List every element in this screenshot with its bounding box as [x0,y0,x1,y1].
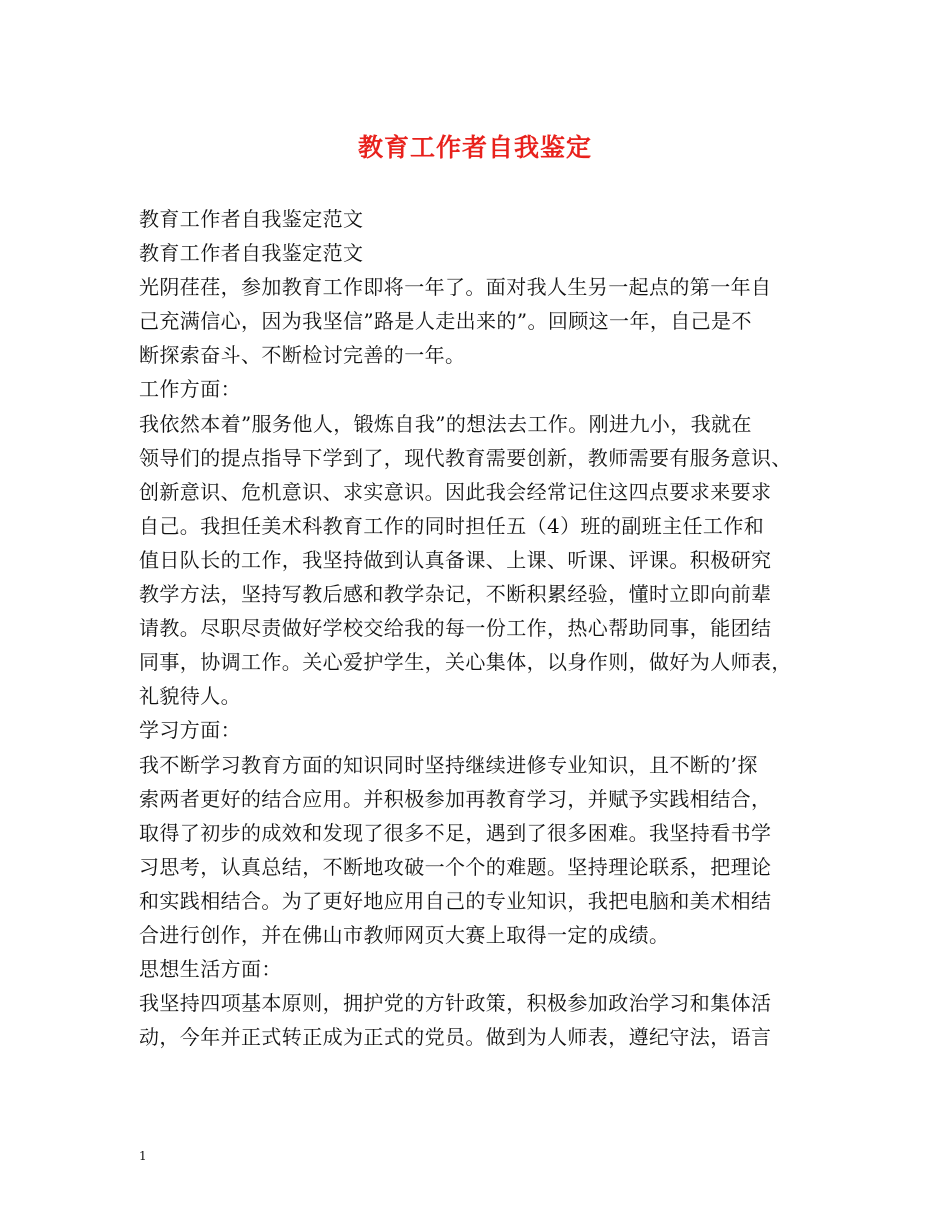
text-line: 值日队长的工作，我坚持做到认真备课、上课、听课、评课。积极研究 [139,547,772,572]
text-line: 取得了初步的成效和发现了很多不足，遇到了很多困难。我坚持看书学 [139,820,772,845]
text-line: 合进行创作，并在佛山市教师网页大赛上取得一定的成绩。 [139,922,670,947]
text-line: 思想生活方面： [139,957,282,982]
text-line: 光阴荏荏，参加教育工作即将一年了。面对我人生另一起点的第一年自 [139,275,772,300]
text-line: 我坚持四项基本原则，拥护党的方针政策，积极参加政治学习和集体活 [139,991,772,1016]
text-line: 工作方面： [139,377,241,402]
text-line: 同事，协调工作。关心爱护学生，关心集体，以身作则，做好为人师表， [139,650,792,675]
text-line: 习思考，认真总结，不断地攻破一个个的难题。坚持理论联系，把理论 [139,854,772,879]
text-line: 自己。我担任美术科教育工作的同时担任五（4）班的副班主任工作和 [139,513,765,538]
text-line: 教育工作者自我鉴定范文 [139,207,364,231]
text-line: 动，今年并正式转正成为正式的党员。做到为人师表，遵纪守法，语言 [139,1025,772,1050]
document-body [139,202,819,1054]
text-line: 教学方法，坚持写教后感和教学杂记，不断积累经验，懂时立即向前辈 [139,582,772,607]
document-title: 教育工作者自我鉴定 [357,133,592,162]
text-line: 学习方面： [139,718,241,743]
text-line: 和实践相结合。为了更好地应用自己的专业知识，我把电脑和美术相结 [139,888,772,913]
text-line: 断探索奋斗、不断检讨完善的一年。 [139,343,466,368]
text-line: 我依然本着”服务他人，锻炼自我”的想法去工作。刚进九小，我就在 [139,411,752,436]
text-line: 我不断学习教育方面的知识同时坚持继续进修专业知识，且不断的’探 [139,752,758,777]
text-line: 己充满信心，因为我坚信”路是人走出来的”。回顾这一年，自己是不 [139,309,752,334]
text-line: 教育工作者自我鉴定范文 [139,241,364,266]
page-number: 1 [139,1149,147,1163]
text-line: 领导们的提点指导下学到了，现代教育需要创新，教师需要有服务意识、 [139,445,792,470]
text-line: 礼貌待人。 [139,684,241,709]
text-line: 创新意识、危机意识、求实意识。因此我会经常记住这四点要求来要求 [139,479,772,504]
text-line: 索两者更好的结合应用。并积极参加再教育学习，并赋予实践相结合， [139,786,772,811]
text-line: 请教。尽职尽责做好学校交给我的每一份工作，热心帮助同事，能团结 [139,616,772,641]
